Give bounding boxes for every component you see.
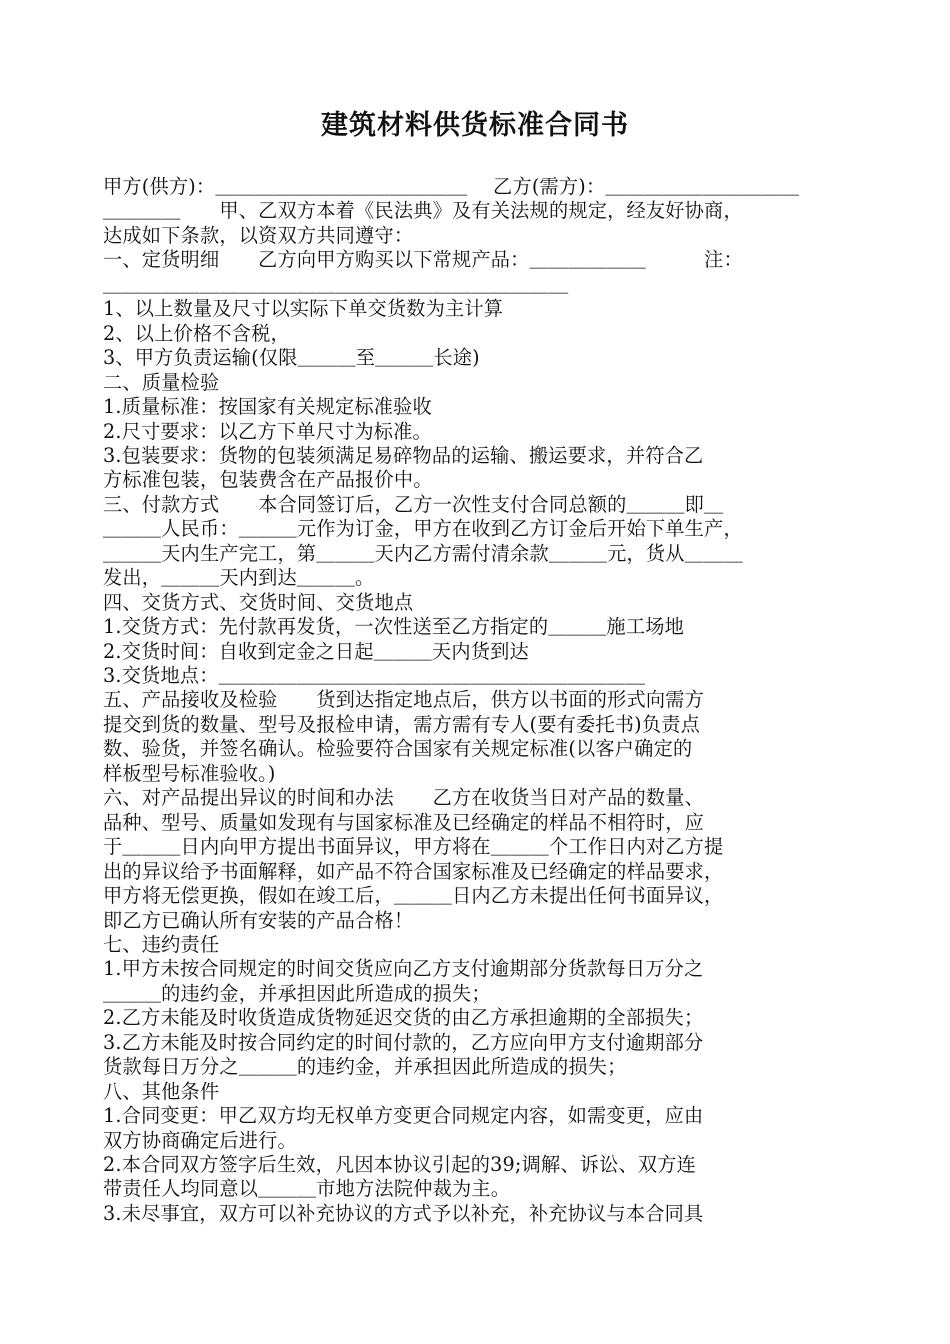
document-line: 数、验货，并签名确认。检验要符合国家有关规定标准(以客户确定的 [103,737,693,761]
document-line: 2.本合同双方签字后生效，凡因本协议引起的39;调解、诉讼、双方连 [103,1153,697,1176]
document-title: 建筑材料供货标准合同书 [321,110,629,141]
document-line: 3.乙方未能及时按合同约定的时间付款的，乙方应向甲方支付逾期部分 [103,1030,704,1054]
document-line: 3、甲方负责运输(仅限＿＿＿至＿＿＿长途) [103,346,480,370]
document-line: 品种、型号、质量如发现有与国家标准及已经确定的样品不相符时，应 [103,810,705,834]
document-line: 六、对产品提出异议的时间和办法 乙方在收货当日对产品的数量、 [103,786,705,810]
document-line: 3.交货地点：＿＿＿＿＿＿＿＿＿＿＿＿＿＿＿＿＿＿＿＿＿＿ [103,664,646,687]
document-line: 2.尺寸要求：以乙方下单尺寸为标准。 [103,419,432,443]
document-line: 三、付款方式 本合同签订后，乙方一次性支付合同总额的＿＿＿即＿ [103,492,724,516]
document-line: 于＿＿＿日内向甲方提出书面异议，甲方将在＿＿＿个工作日内对乙方提 [103,835,724,859]
document-line: 提交到货的数量、型号及报检申请，需方需有专人(要有委托书)负责点 [103,712,701,736]
document-line: 1、以上数量及尺寸以实际下单交货数为主计算 [103,297,504,321]
document-line: 2.乙方未能及时收货造成货物延迟交货的由乙方承担逾期的全部损失； [103,1006,704,1030]
document-line: ＿＿＿人民币：＿＿＿元作为订金，甲方在收到乙方订金后开始下单生产， [103,517,743,541]
document-line: 带责任人均同意以＿＿＿市地方法院仲裁为主。 [103,1177,511,1201]
document-line: 货款每日万分之＿＿＿的违约金，并承担因此所造成的损失； [103,1055,627,1079]
document-line: 1.交货方式：先付款再发货，一次性送至乙方指定的＿＿＿施工场地 [103,615,684,639]
document-line: 3.包装要求：货物的包装须满足易碎物品的运输、搬运要求，并符合乙 [103,443,704,467]
document-line: 二、质量检验 [103,370,220,394]
document-line: 方标准包装，包装费含在产品报价中。 [103,468,433,492]
document-line: 发出，＿＿＿天内到达＿＿＿。 [103,566,375,590]
document-line: ＿＿＿＿＿＿＿＿＿＿＿＿＿＿＿＿＿＿＿＿＿＿＿＿ [103,272,569,296]
document-line: ＿＿＿的违约金，并承担因此所造成的损失； [103,981,491,1005]
document-line: 一、定货明细 乙方向甲方购买以下常规产品：＿＿＿＿＿＿ 注： [103,248,743,272]
document-line: ＿＿＿＿ 甲、乙双方本着《民法典》及有关法规的规定，经友好协商， [103,199,743,223]
document-line: 1.合同变更：甲乙双方均无权单方变更合同规定内容，如需变更，应由 [103,1104,704,1128]
document-line: 八、其他条件 [103,1079,220,1103]
document-line: 2、以上价格不含税， [103,321,290,345]
document-line: 1.质量标准：按国家有关规定标准验收 [103,395,432,419]
document-line: 七、违约责任 [103,932,220,956]
document-line: 1.甲方未按合同规定的时间交货应向乙方支付逾期部分货款每日万分之 [103,957,704,981]
document-line: 甲方(供方)：＿＿＿＿＿＿＿＿＿＿＿＿＿ 乙方(需方)：＿＿＿＿＿＿＿＿＿＿ [103,175,800,198]
document-line: 样板型号标准验收。) [103,761,276,785]
document-line: 四、交货方式、交货时间、交货地点 [103,590,414,614]
document-line: 甲方将无偿更换，假如在竣工后，＿＿＿日内乙方未提出任何书面异议， [103,884,724,908]
document-line: 3.未尽事宜，双方可以补充协议的方式予以补充，补充协议与本合同具 [103,1201,704,1225]
document-line: 2.交货时间：自收到定金之日起＿＿＿天内货到达 [103,639,529,663]
document-line: ＿＿＿天内生产完工，第＿＿＿天内乙方需付清余款＿＿＿元，货从＿＿＿ [103,541,743,565]
document-line: 即乙方已确认所有安装的产品合格！ [103,908,414,932]
document-line: 达成如下条款，以资双方共同遵守： [103,223,414,247]
document-line: 出的异议给予书面解释，如产品不符合国家标准及已经确定的样品要求， [103,859,724,883]
document-line: 双方协商确定后进行。 [103,1128,297,1152]
document-line: 五、产品接收及检验 货到达指定地点后，供方以书面的形式向需方 [103,688,705,712]
